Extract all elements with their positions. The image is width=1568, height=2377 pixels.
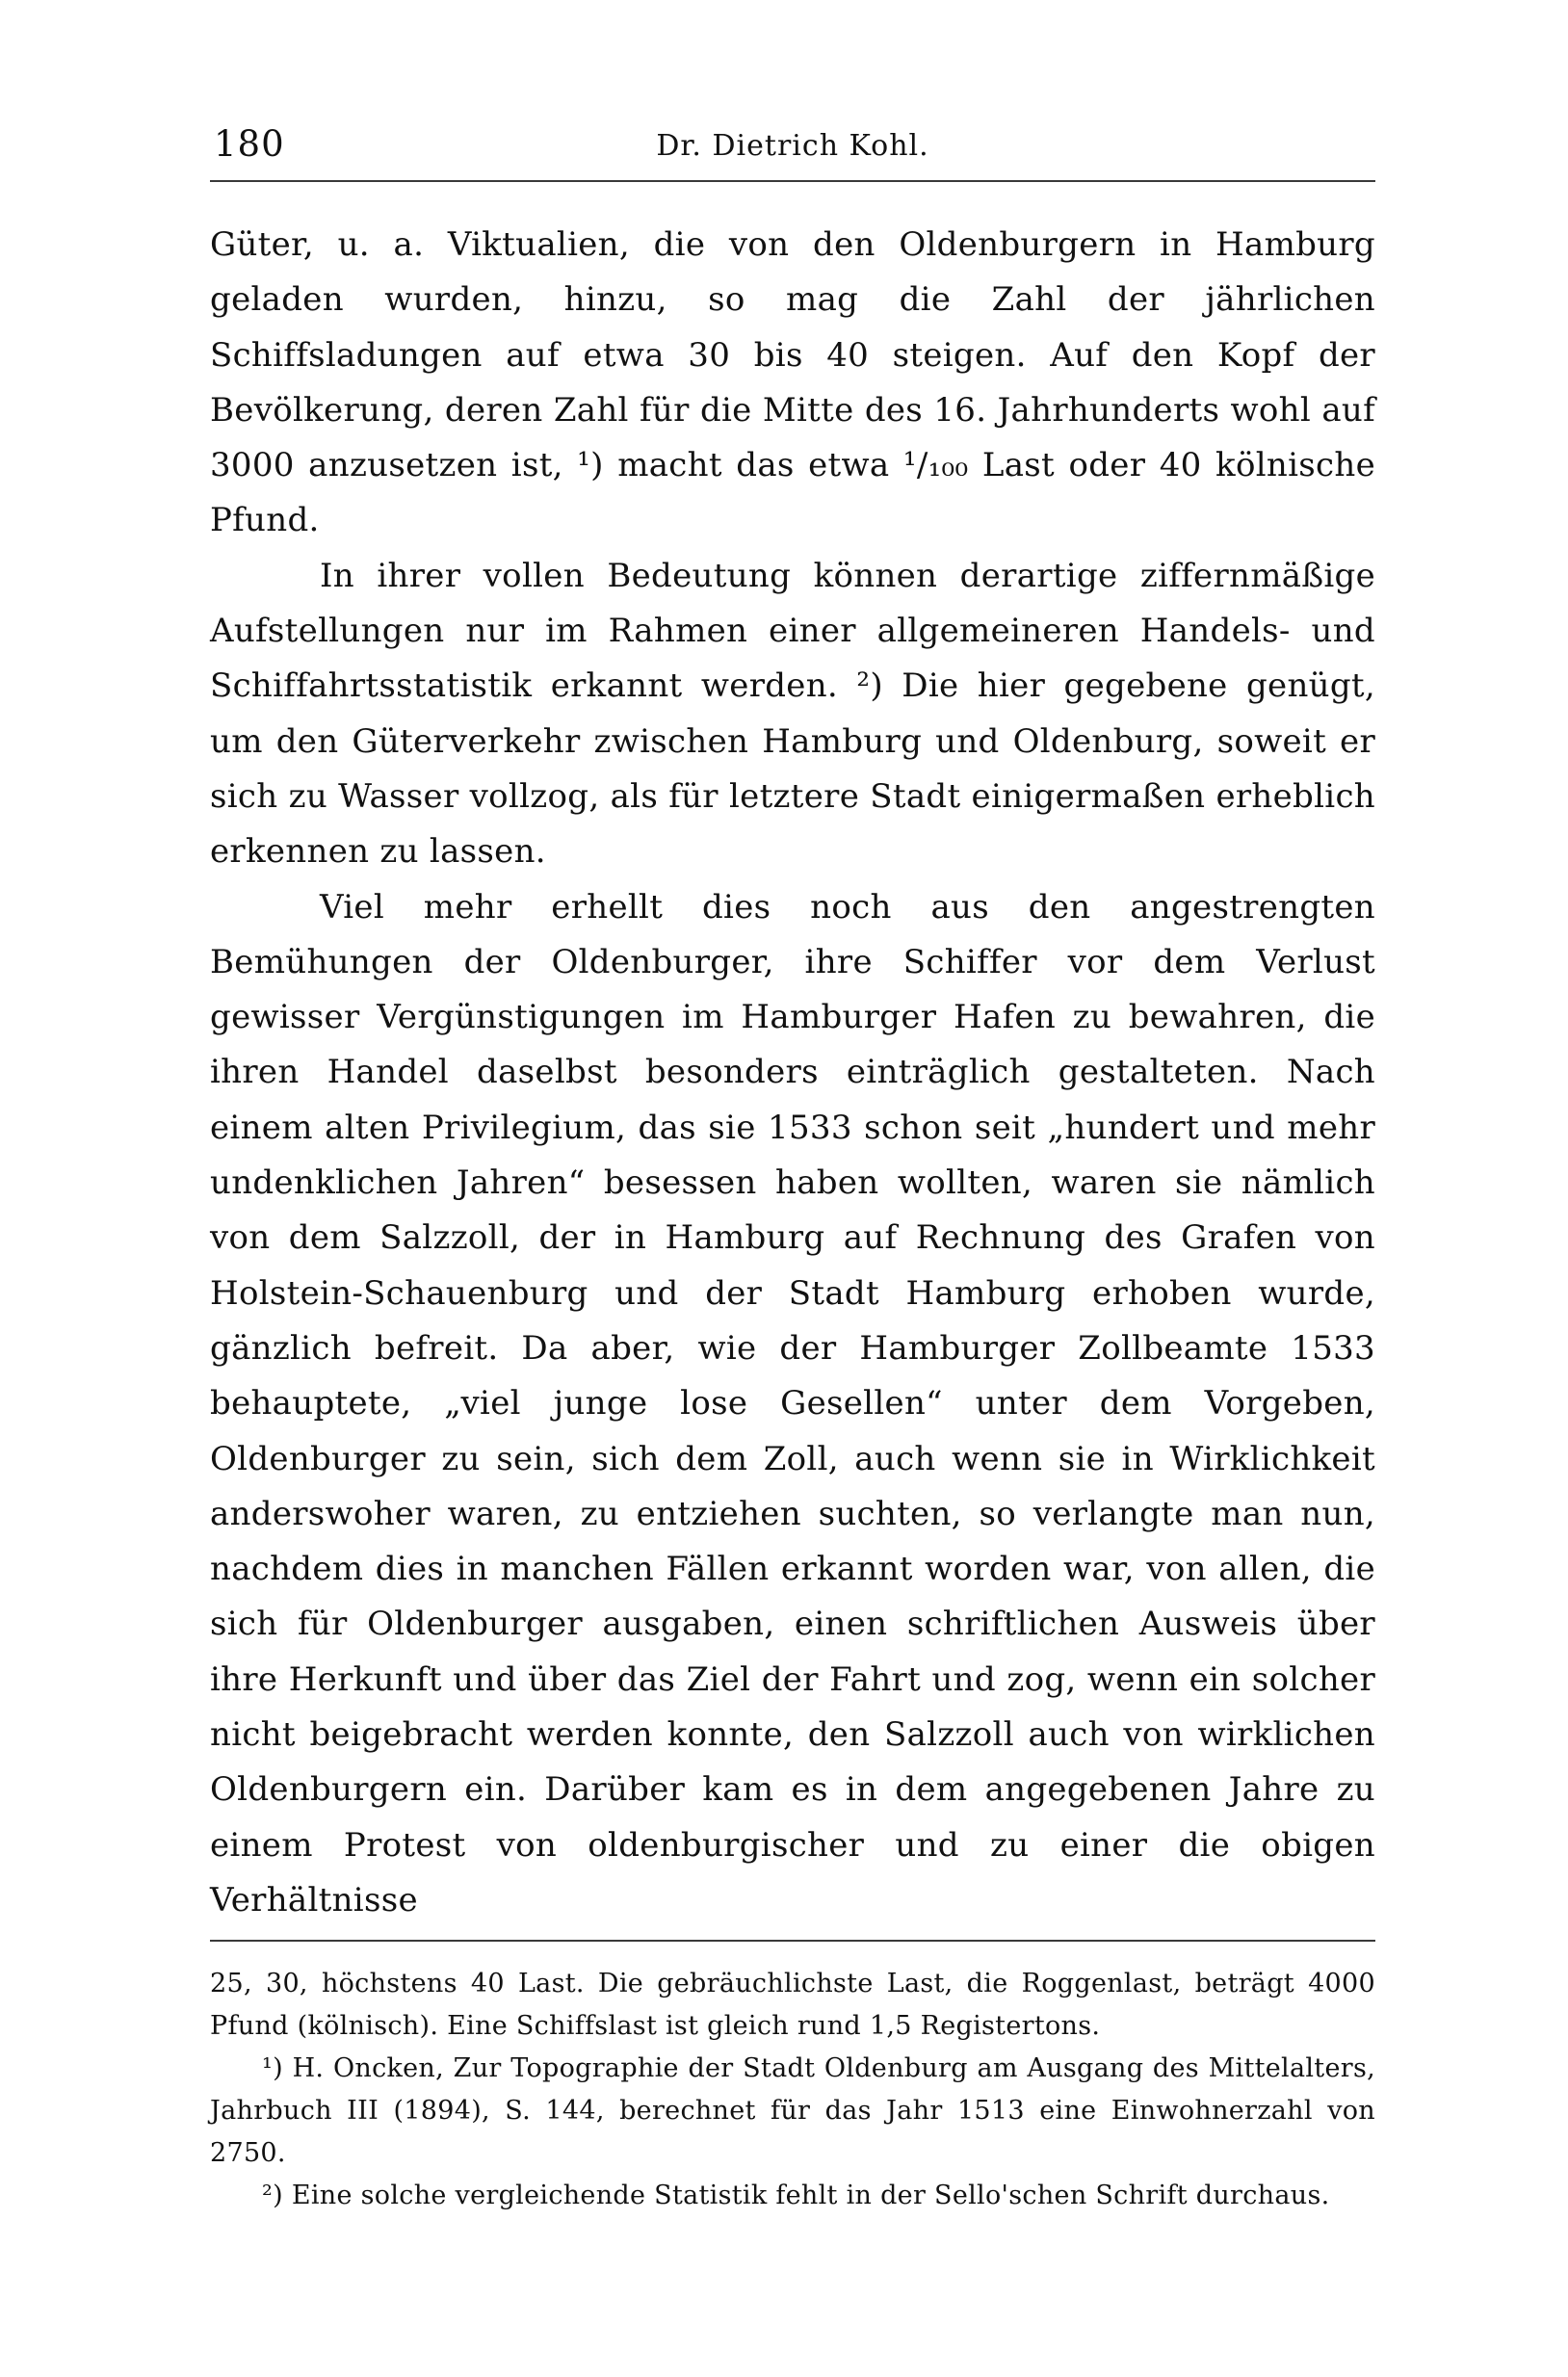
running-title: Dr. Dietrich Kohl.: [656, 129, 929, 163]
page-number: 180: [214, 123, 285, 165]
book-page: [210, 123, 1375, 2217]
footnote-1: ¹) H. Oncken, Zur Topographie der Stadt Oldenburg am Ausgang des Mittelalters, Jahrbuch III (1894), S. 144, berechnet für das Jahr 1513 eine Einwohnerzahl von 2750.: [210, 2053, 1375, 2169]
paragraph: In ihrer vollen Bedeutung können derartige ziffernmäßige Aufstellungen nur im Rahmen einer allgemeineren Handels- und Schiffahrtsstatistik erkannt werden. ²) Die hier gegebene genügt, um den Güterverkehr zwischen Hamburg und Oldenburg, soweit er sich zu Wasser vollzog, als für letztere Stadt einigermaßen erheblich erkennen zu lassen.: [210, 556, 1375, 872]
body-text: [210, 218, 1375, 1928]
running-head: [210, 123, 1375, 181]
footnotes: [210, 1963, 1375, 2217]
footnote-continued: 25, 30, höchstens 40 Last. Die gebräuchlichste Last, die Roggenlast, beträgt 4000 Pfund (kölnisch). Eine Schiffslast ist gleich rund 1,5 Registertons.: [210, 1969, 1375, 2042]
footnote-2: ²) Eine solche vergleichende Statistik fehlt in der Sello'schen Schrift durchaus.: [262, 2181, 1330, 2211]
header-rule: [210, 180, 1375, 182]
footnote-rule: [210, 1940, 1375, 1942]
paragraph-continued: Güter, u. a. Viktualien, die von den Oldenburgern in Hamburg geladen wurden, hinzu, so mag die Zahl der jährlichen Schiffsladungen auf etwa 30 bis 40 steigen. Auf den Kopf der Bevölkerung, deren Zahl für die Mitte des 16. Jahrhunderts wohl auf 3000 anzusetzen ist, ¹) macht das etwa ¹/₁₀₀ Last oder 40 kölnische Pfund.: [210, 225, 1375, 540]
paragraph: Viel mehr erhellt dies noch aus den angestrengten Bemühungen der Oldenburger, ihre Schiffer vor dem Verlust gewisser Vergünstigungen im Hamburger Hafen zu bewahren, die ihren Handel daselbst besonders einträglich gestalteten. Nach einem alten Privilegium, das sie 1533 schon seit „hundert und mehr undenklichen Jahren“ besessen haben wollten, waren sie nämlich von dem Salzzoll, der in Hamburg auf Rechnung des Grafen von Holstein-Schauenburg und der Stadt Hamburg erhoben wurde, gänzlich befreit. Da aber, wie der Hamburger Zollbeamte 1533 behauptete, „viel junge lose Gesellen“ unter dem Vorgeben, Oldenburger zu sein, sich dem Zoll, auch wenn sie in Wirklichkeit anderswoher waren, zu entziehen suchten, so verlangte man nun, nachdem dies in manchen Fällen erkannt worden war, von allen, die sich für Oldenburger ausgaben, einen schriftlichen Ausweis über ihre Herkunft und über das Ziel der Fahrt und zog, wenn ein solcher nicht beigebracht werden konnte, den Salzzoll auch von wirklichen Oldenburgern ein. Darüber kam es in dem angegebenen Jahre zu einem Protest von oldenburgischer und zu einer die obigen Verhältnisse: [210, 887, 1375, 1920]
